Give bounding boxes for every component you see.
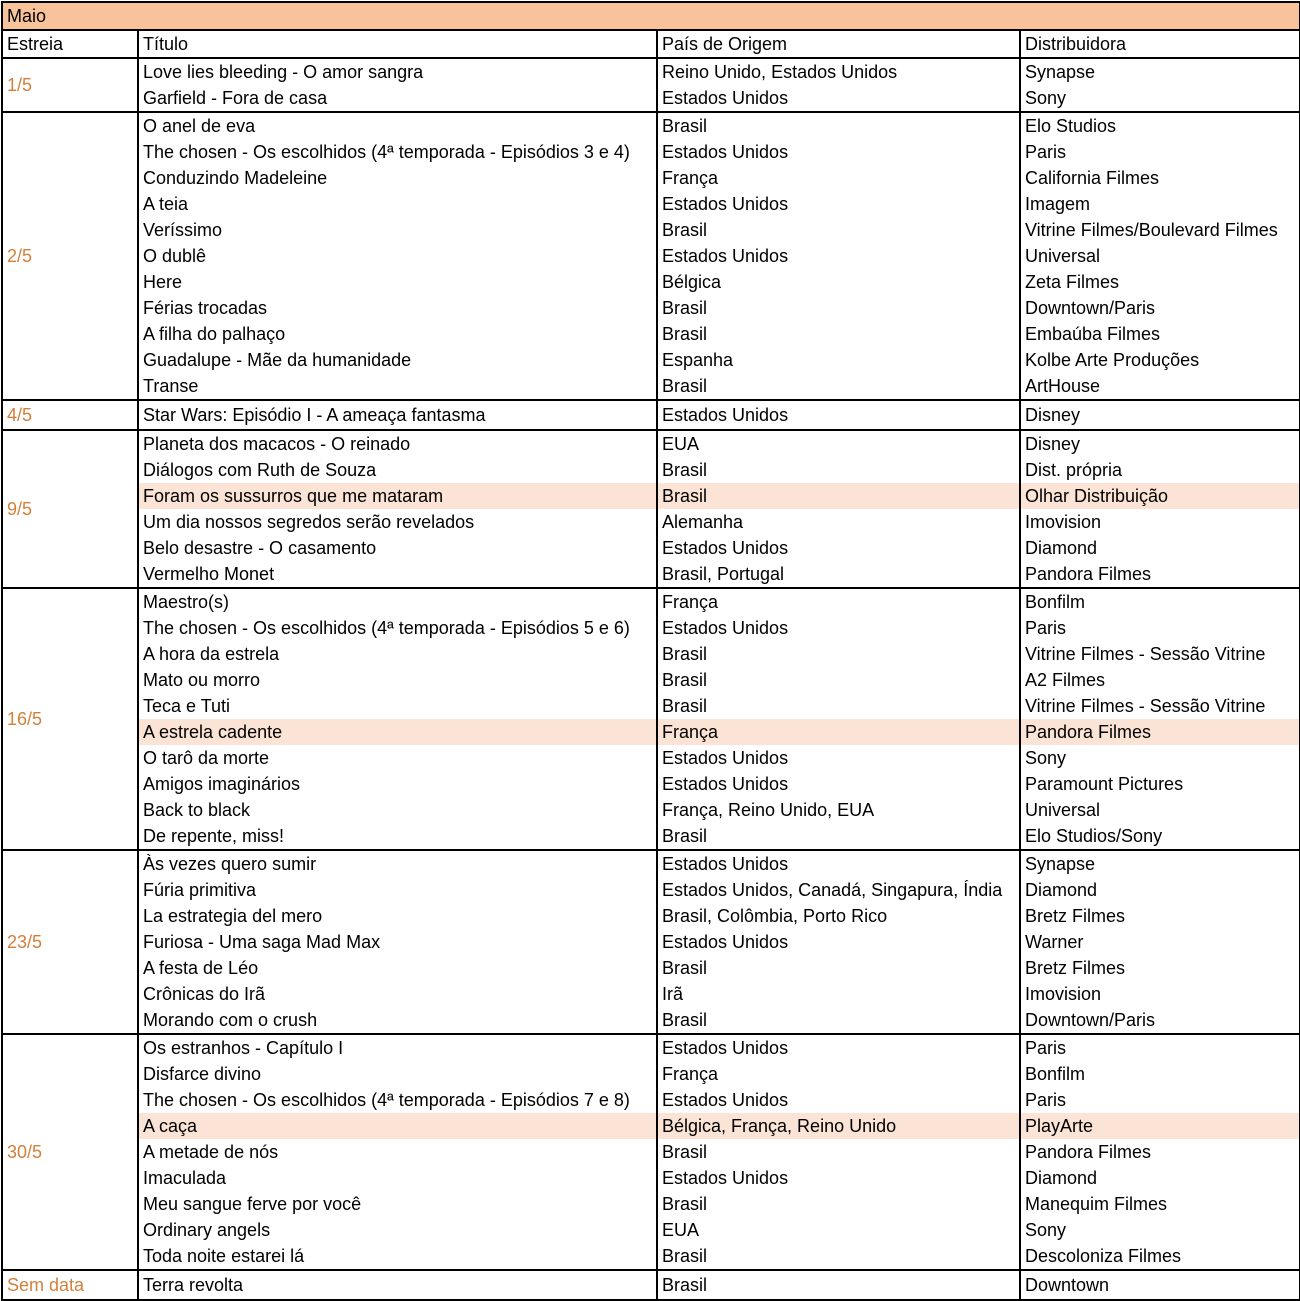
distributor-cell[interactable]: Dist. própria [1020,457,1300,483]
table-row [2,955,1300,981]
country-cell[interactable]: Brasil [657,295,1020,321]
country-cell[interactable]: Bélgica, França, Reino Unido [657,1113,1020,1139]
title-cell[interactable]: Vermelho Monet [138,561,657,588]
title-cell[interactable]: Disfarce divino [138,1061,657,1087]
distributor-cell[interactable]: Kolbe Arte Produções [1020,347,1300,373]
country-cell[interactable]: Estados Unidos [657,850,1020,877]
distributor-cell[interactable]: Imagem [1020,191,1300,217]
table-row [2,745,1300,771]
title-cell[interactable]: Belo desastre - O casamento [138,535,657,561]
country-cell[interactable]: Estados Unidos [657,243,1020,269]
table-row [2,58,1300,85]
distributor-cell[interactable]: Disney [1020,400,1300,430]
table-row [2,1270,1300,1300]
distributor-cell[interactable]: Manequim Filmes [1020,1191,1300,1217]
title-cell[interactable]: Star Wars: Episódio I - A ameaça fantasma [138,400,657,430]
title-cell[interactable]: A caça [138,1113,657,1139]
country-cell[interactable]: Brasil, Portugal [657,561,1020,588]
title-cell[interactable]: Amigos imaginários [138,771,657,797]
header-distributor[interactable]: Distribuidora [1020,30,1300,58]
title-cell[interactable]: Conduzindo Madeleine [138,165,657,191]
title-cell[interactable]: Veríssimo [138,217,657,243]
distributor-cell[interactable]: Vitrine Filmes/Boulevard Filmes [1020,217,1300,243]
title-cell[interactable]: Furiosa - Uma saga Mad Max [138,929,657,955]
table-row [2,797,1300,823]
country-cell[interactable]: Estados Unidos [657,745,1020,771]
distributor-cell[interactable]: Universal [1020,243,1300,269]
table-row [2,269,1300,295]
title-cell[interactable]: Garfield - Fora de casa [138,85,657,112]
table-row [2,1113,1300,1139]
table-row [2,981,1300,1007]
distributor-cell[interactable]: Paris [1020,1034,1300,1061]
table-row [2,191,1300,217]
distributor-cell[interactable]: Vitrine Filmes - Sessão Vitrine [1020,693,1300,719]
distributor-cell[interactable]: Vitrine Filmes - Sessão Vitrine [1020,641,1300,667]
table-row [2,903,1300,929]
title-cell[interactable]: A hora da estrela [138,641,657,667]
table-row [2,693,1300,719]
country-cell[interactable]: EUA [657,430,1020,457]
distributor-cell[interactable]: Downtown/Paris [1020,1007,1300,1034]
distributor-cell[interactable]: Bretz Filmes [1020,903,1300,929]
distributor-cell[interactable]: Olhar Distribuição [1020,483,1300,509]
distributor-cell[interactable]: Disney [1020,430,1300,457]
distributor-cell[interactable]: Downtown [1020,1270,1300,1300]
title-cell[interactable]: Morando com o crush [138,1007,657,1034]
distributor-cell[interactable]: Bonfilm [1020,1061,1300,1087]
country-cell[interactable]: Estados Unidos, Canadá, Singapura, Índia [657,877,1020,903]
title-cell[interactable]: Fúria primitiva [138,877,657,903]
table-body [2,58,1300,1300]
country-cell[interactable]: Estados Unidos [657,771,1020,797]
country-cell[interactable]: Brasil [657,321,1020,347]
table-row [2,243,1300,269]
distributor-cell[interactable]: Elo Studios/Sony [1020,823,1300,850]
table-row [2,430,1300,457]
table-row [2,139,1300,165]
release-date-cell[interactable]: 30/5 [2,1034,138,1270]
country-cell[interactable]: Brasil [657,823,1020,850]
table-row [2,615,1300,641]
table-row [2,1191,1300,1217]
country-cell[interactable]: França [657,588,1020,615]
release-date-cell[interactable]: 4/5 [2,400,138,430]
title-cell[interactable]: O dublê [138,243,657,269]
country-cell[interactable]: Espanha [657,347,1020,373]
table-row [2,295,1300,321]
distributor-cell[interactable]: Pandora Filmes [1020,1139,1300,1165]
title-cell[interactable]: Meu sangue ferve por você [138,1191,657,1217]
country-cell[interactable]: França, Reino Unido, EUA [657,797,1020,823]
country-cell[interactable]: Irã [657,981,1020,1007]
table-row [2,850,1300,877]
title-cell[interactable]: A teia [138,191,657,217]
table-row [2,1061,1300,1087]
country-cell[interactable]: Brasil [657,457,1020,483]
title-cell[interactable]: The chosen - Os escolhidos (4ª temporada - Episódios 7 e 8) [138,1087,657,1113]
table-row [2,1217,1300,1243]
title-cell[interactable]: The chosen - Os escolhidos (4ª temporada - Episódios 3 e 4) [138,139,657,165]
table-row [2,321,1300,347]
country-cell[interactable]: Estados Unidos [657,191,1020,217]
country-cell[interactable]: Brasil, Colômbia, Porto Rico [657,903,1020,929]
country-cell[interactable]: França [657,719,1020,745]
title-cell[interactable]: O tarô da morte [138,745,657,771]
release-date-cell[interactable]: 9/5 [2,430,138,588]
release-date-cell[interactable]: 23/5 [2,850,138,1034]
distributor-cell[interactable]: Paris [1020,139,1300,165]
distributor-cell[interactable]: California Filmes [1020,165,1300,191]
title-cell[interactable]: Toda noite estarei lá [138,1243,657,1270]
distributor-cell[interactable]: Imovision [1020,509,1300,535]
table-row [2,217,1300,243]
distributor-cell[interactable]: Paramount Pictures [1020,771,1300,797]
table-row [2,1165,1300,1191]
distributor-cell[interactable]: Sony [1020,1217,1300,1243]
title-cell[interactable]: De repente, miss! [138,823,657,850]
title-cell[interactable]: Às vezes quero sumir [138,850,657,877]
table-row [2,373,1300,400]
table-row [2,667,1300,693]
header-row [2,30,1300,58]
table-row [2,347,1300,373]
title-cell[interactable]: Maestro(s) [138,588,657,615]
country-cell[interactable]: Brasil [657,693,1020,719]
title-cell[interactable]: Ordinary angels [138,1217,657,1243]
title-cell[interactable]: Foram os sussurros que me mataram [138,483,657,509]
table-row [2,877,1300,903]
country-cell[interactable]: Estados Unidos [657,1034,1020,1061]
distributor-cell[interactable]: Descoloniza Filmes [1020,1243,1300,1270]
country-cell[interactable]: Estados Unidos [657,1087,1020,1113]
country-cell[interactable]: Brasil [657,1139,1020,1165]
distributor-cell[interactable]: Sony [1020,85,1300,112]
distributor-cell[interactable]: Embaúba Filmes [1020,321,1300,347]
title-cell[interactable]: Back to black [138,797,657,823]
table-row [2,400,1300,430]
title-cell[interactable]: Planeta dos macacos - O reinado [138,430,657,457]
country-cell[interactable]: EUA [657,1217,1020,1243]
title-cell[interactable]: The chosen - Os escolhidos (4ª temporada - Episódios 5 e 6) [138,615,657,641]
title-cell[interactable]: A estrela cadente [138,719,657,745]
distributor-cell[interactable]: A2 Filmes [1020,667,1300,693]
table-row [2,588,1300,615]
table-row [2,1007,1300,1034]
distributor-cell[interactable]: Paris [1020,1087,1300,1113]
country-cell[interactable]: Estados Unidos [657,1165,1020,1191]
title-cell[interactable]: A filha do palhaço [138,321,657,347]
table-row [2,561,1300,588]
table-row [2,1243,1300,1270]
release-date-cell[interactable]: 16/5 [2,588,138,850]
country-cell[interactable]: Estados Unidos [657,85,1020,112]
header-date[interactable]: Estreia [2,30,138,58]
distributor-cell[interactable]: Diamond [1020,1165,1300,1191]
country-cell[interactable]: Brasil [657,641,1020,667]
title-cell[interactable]: Teca e Tuti [138,693,657,719]
title-cell[interactable]: A metade de nós [138,1139,657,1165]
country-cell[interactable]: Brasil [657,1007,1020,1034]
distributor-cell[interactable]: Diamond [1020,535,1300,561]
title-cell[interactable]: Transe [138,373,657,400]
country-cell[interactable]: Brasil [657,667,1020,693]
title-cell[interactable]: Férias trocadas [138,295,657,321]
distributor-cell[interactable]: Downtown/Paris [1020,295,1300,321]
header-country[interactable]: País de Origem [657,30,1020,58]
distributor-cell[interactable]: Pandora Filmes [1020,719,1300,745]
table-row [2,535,1300,561]
title-cell[interactable]: Crônicas do Irã [138,981,657,1007]
distributor-cell[interactable]: Zeta Filmes [1020,269,1300,295]
table-row [2,509,1300,535]
title-cell[interactable]: Um dia nossos segredos serão revelados [138,509,657,535]
distributor-cell[interactable]: Universal [1020,797,1300,823]
table-row [2,719,1300,745]
title-cell[interactable]: Imaculada [138,1165,657,1191]
country-cell[interactable]: Estados Unidos [657,400,1020,430]
table-row [2,1139,1300,1165]
country-cell[interactable]: Brasil [657,1270,1020,1300]
country-cell[interactable]: Brasil [657,112,1020,139]
country-cell[interactable]: Brasil [657,483,1020,509]
distributor-cell[interactable]: Sony [1020,745,1300,771]
distributor-cell[interactable]: Elo Studios [1020,112,1300,139]
distributor-cell[interactable]: Synapse [1020,850,1300,877]
country-cell[interactable]: Alemanha [657,509,1020,535]
country-cell[interactable]: Reino Unido, Estados Unidos [657,58,1020,85]
title-cell[interactable]: O anel de eva [138,112,657,139]
title-cell[interactable]: Guadalupe - Mãe da humanidade [138,347,657,373]
distributor-cell[interactable]: Imovision [1020,981,1300,1007]
table-row [2,641,1300,667]
country-cell[interactable]: Brasil [657,955,1020,981]
distributor-cell[interactable]: Warner [1020,929,1300,955]
release-table [1,1,1300,1301]
title-cell[interactable]: A festa de Léo [138,955,657,981]
table-row [2,457,1300,483]
distributor-cell[interactable]: Pandora Filmes [1020,561,1300,588]
distributor-cell[interactable]: Bonfilm [1020,588,1300,615]
country-cell[interactable]: Brasil [657,1191,1020,1217]
header-title[interactable]: Título [138,30,657,58]
distributor-cell[interactable]: Bretz Filmes [1020,955,1300,981]
title-cell[interactable]: La estrategia del mero [138,903,657,929]
distributor-cell[interactable]: Synapse [1020,58,1300,85]
title-cell[interactable]: Mato ou morro [138,667,657,693]
table-row [2,823,1300,850]
release-date-cell[interactable]: Sem data [2,1270,138,1300]
country-cell[interactable]: Estados Unidos [657,615,1020,641]
month-title[interactable]: Maio [2,2,1300,30]
title-cell[interactable]: Here [138,269,657,295]
distributor-cell[interactable]: Diamond [1020,877,1300,903]
country-cell[interactable]: Brasil [657,1243,1020,1270]
table-row [2,771,1300,797]
distributor-cell[interactable]: ArtHouse [1020,373,1300,400]
release-date-cell[interactable]: 2/5 [2,112,138,400]
country-cell[interactable]: França [657,165,1020,191]
country-cell[interactable]: Bélgica [657,269,1020,295]
country-cell[interactable]: Estados Unidos [657,929,1020,955]
month-title-row [2,2,1300,30]
table-row [2,929,1300,955]
title-cell[interactable]: Os estranhos - Capítulo I [138,1034,657,1061]
distributor-cell[interactable]: PlayArte [1020,1113,1300,1139]
country-cell[interactable]: França [657,1061,1020,1087]
table-row [2,112,1300,139]
title-cell[interactable]: Love lies bleeding - O amor sangra [138,58,657,85]
table-row [2,483,1300,509]
table-row [2,165,1300,191]
country-cell[interactable]: Brasil [657,373,1020,400]
distributor-cell[interactable]: Paris [1020,615,1300,641]
table-row [2,1087,1300,1113]
table-row [2,85,1300,112]
country-cell[interactable]: Estados Unidos [657,139,1020,165]
release-date-cell[interactable]: 1/5 [2,58,138,112]
country-cell[interactable]: Estados Unidos [657,535,1020,561]
title-cell[interactable]: Terra revolta [138,1270,657,1300]
title-cell[interactable]: Diálogos com Ruth de Souza [138,457,657,483]
table-row [2,1034,1300,1061]
country-cell[interactable]: Brasil [657,217,1020,243]
